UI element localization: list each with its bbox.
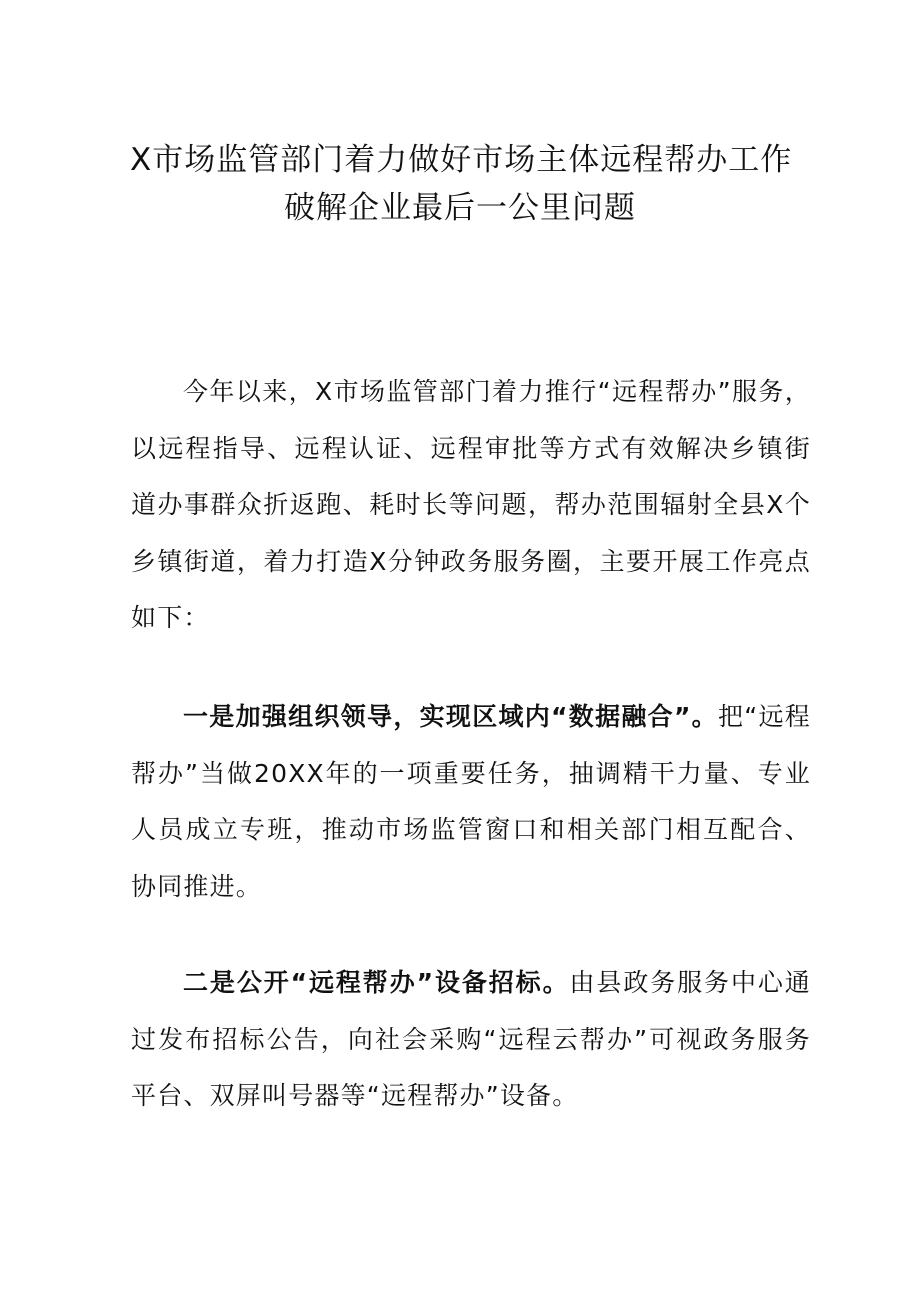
paragraph-intro-text: 今年以来，X市场监管部门着力推行“远程帮办”服务，以远程指导、远程认证、远程审批等方式有效解决乡镇街道办事群众折返跑、耗时长等问题，帮办范围辐射全县X个乡镇街道，着力打造X分钟政务服务圈，主要开展工作亮点如下： [131, 377, 811, 632]
document-title-line-1: X市场监管部门着力做好市场主体远程帮办工作 [130, 142, 793, 178]
paragraph-point-1-text: 把“远程帮办”当做20XX年的一项重要任务，抽调精干力量、专业人员成立专班，推动市场监管窗口和相关部门相互配合、协同推进。 [131, 702, 811, 901]
paragraph-point-1 [131, 689, 811, 915]
paragraph-point-2 [131, 955, 811, 1125]
paragraph-point-2-heading: 二是公开“远程帮办”设备招标。 [183, 968, 570, 997]
paragraph-point-2-text: 由县政务服务中心通过发布招标公告，向社会采购“远程云帮办”可视政务服务平台、双屏叫号器等“远程帮办”设备。 [131, 968, 811, 1110]
document-title-line-2: 破解企业最后一公里问题 [284, 190, 636, 226]
paragraph-intro [131, 364, 811, 647]
paragraph-point-1-heading: 一是加强组织领导，实现区域内“数据融合”。 [183, 702, 718, 731]
